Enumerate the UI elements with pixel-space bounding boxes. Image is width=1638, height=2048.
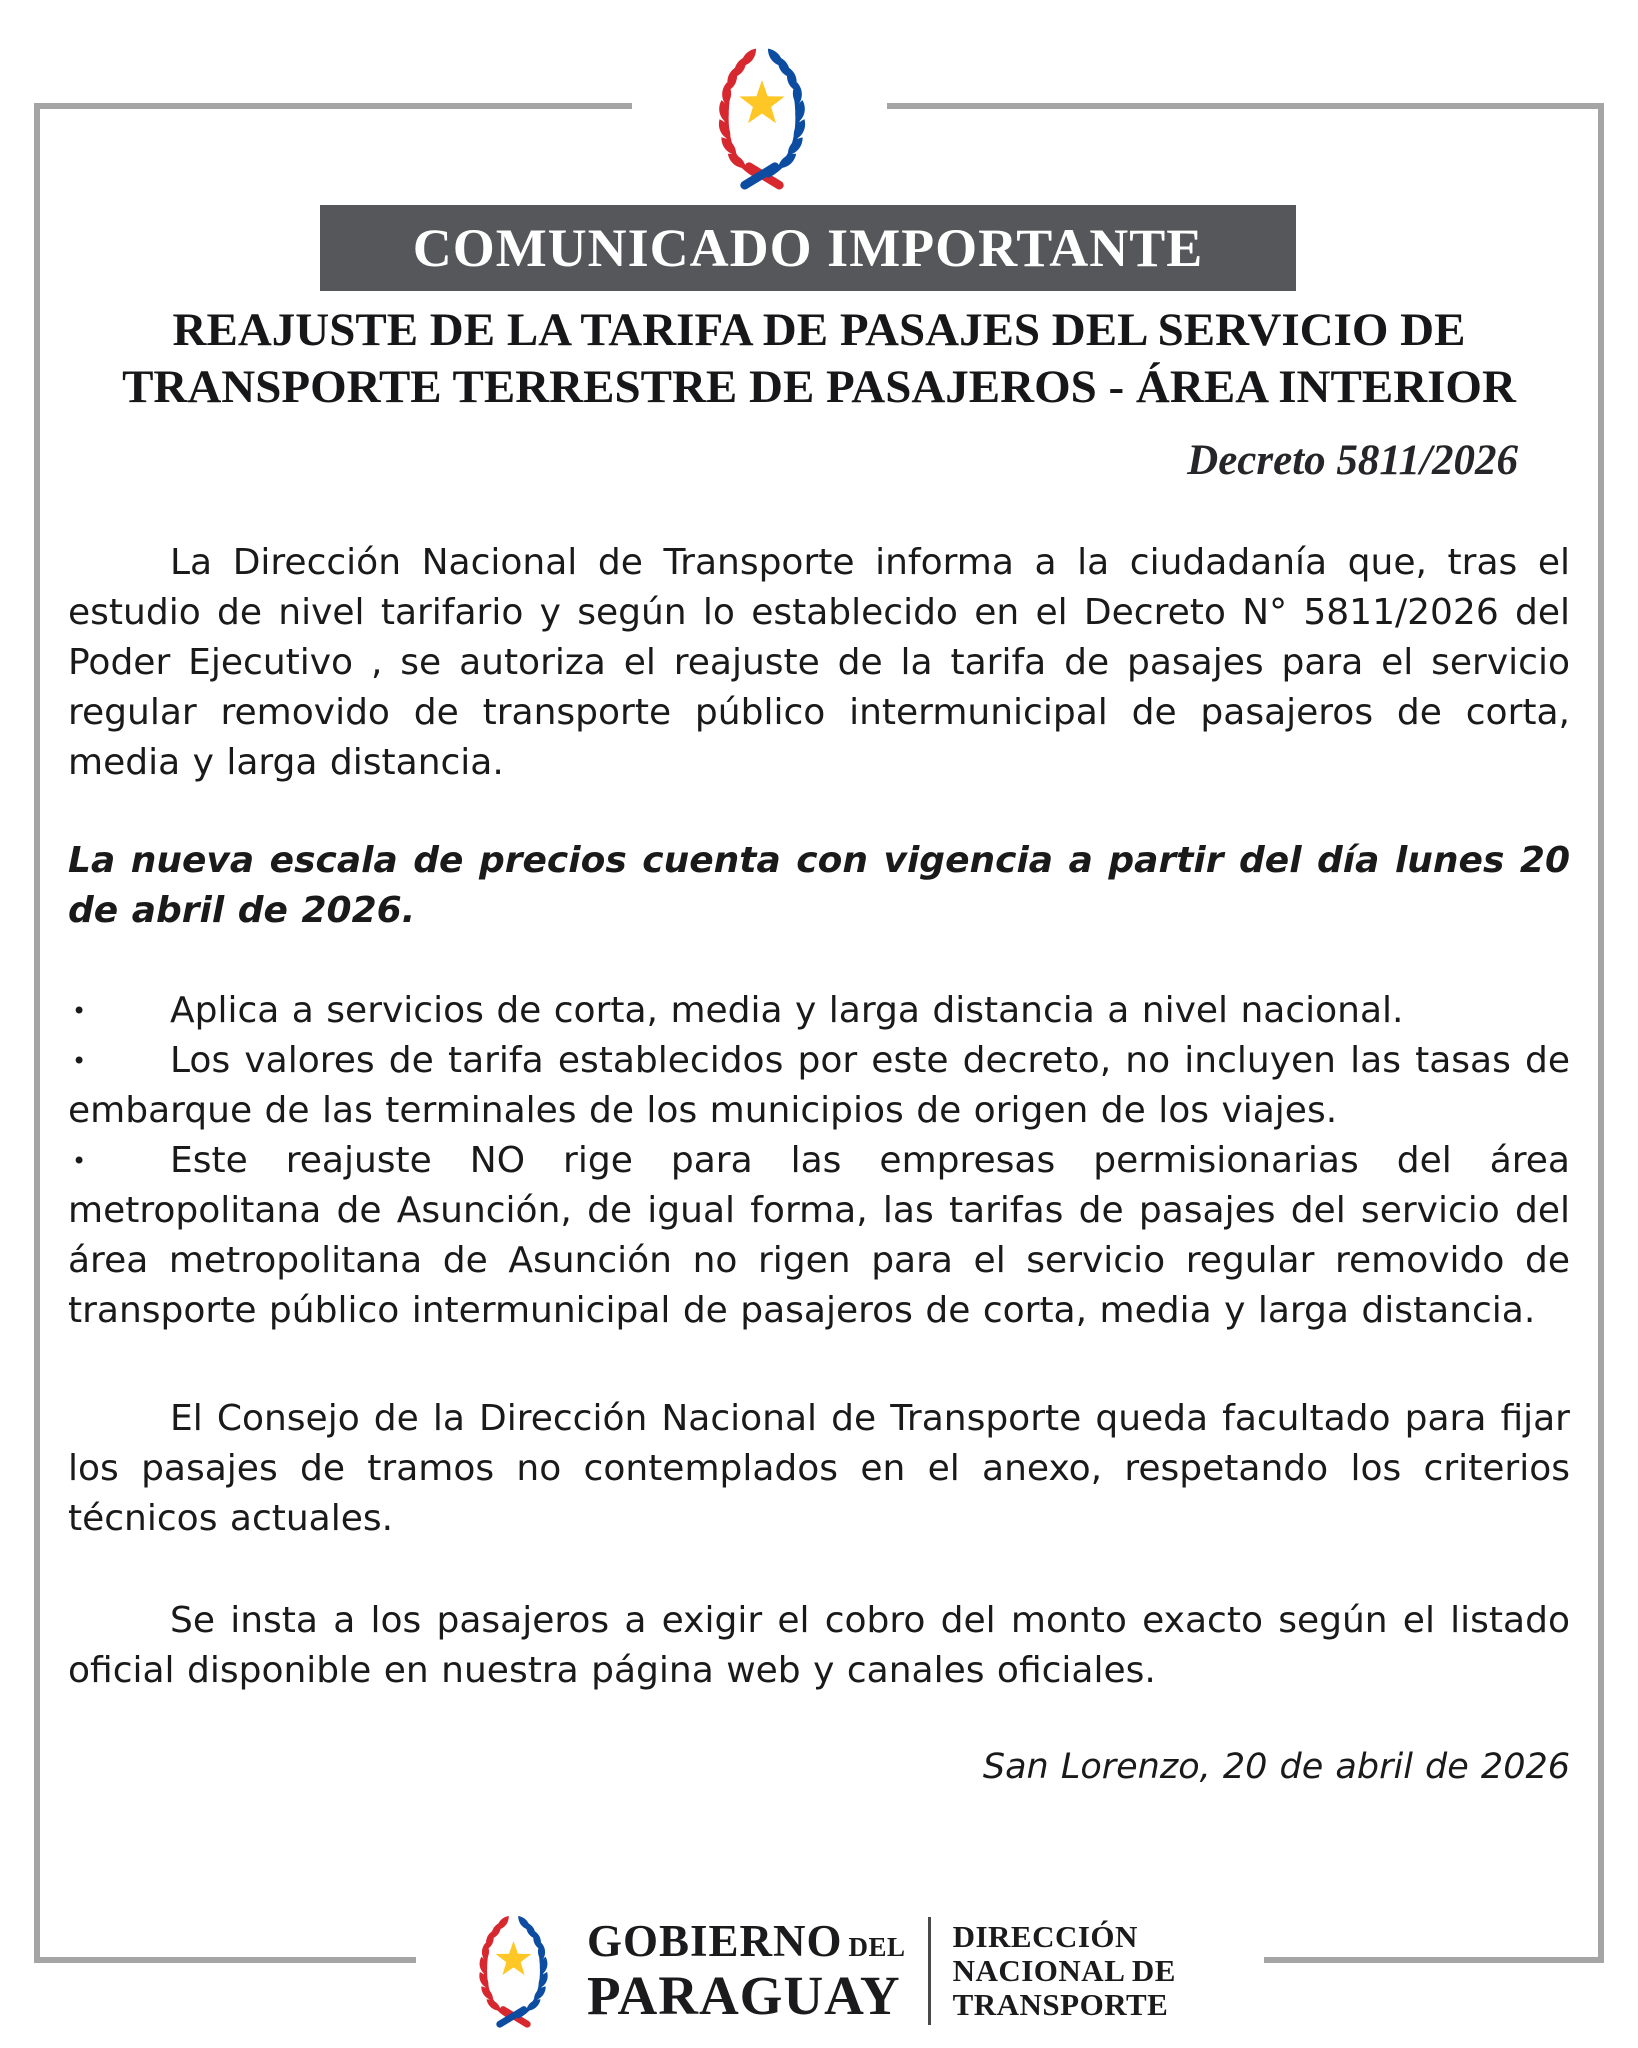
page-title-line2: TRANSPORTE TERRESTRE DE PASAJEROS - ÁREA INTERIOR: [122, 361, 1516, 413]
page-title: [40, 302, 1598, 416]
frame-border-right: [1598, 103, 1604, 1963]
paraguay-wreath-emblem-icon: [697, 42, 827, 194]
bullet-text-1: Aplica a servicios de corta, media y larga distancia a nivel nacional.: [170, 990, 1404, 1031]
bullet-text-2: Los valores de tarifa establecidos por este decreto, no incluyen las tasas de embarque de las terminales de los municipios de origen de los viajes.: [68, 1040, 1570, 1131]
agency-line3: TRANSPORTE: [952, 1987, 1169, 2022]
footer-divider: [928, 1917, 931, 2025]
agency-line2: NACIONAL DE: [952, 1953, 1176, 1988]
gov-word1: GOBIERNO: [587, 1916, 843, 1966]
frame-border-top-right: [887, 103, 1604, 109]
footer-wreath-emblem-icon: [462, 1911, 565, 2031]
date-line: San Lorenzo, 20 de abril de 2026: [982, 1747, 1570, 1787]
gov-connector: DEL: [848, 1932, 906, 1962]
bullet-item-2: [68, 1036, 1570, 1136]
decree-reference: Decreto 5811/2026: [1187, 437, 1518, 484]
frame-border-top-left: [34, 103, 632, 109]
bullet-dot: •: [72, 1047, 87, 1075]
agency-line1: DIRECCIÓN: [952, 1919, 1138, 1954]
bullet-text-3: Este reajuste NO rige para las empresas permisionarias del área metropolitana de Asunción, de igual forma, las tarifas de pasajes del servicio del área metropolitana de Asunción no rigen para el servicio regular removido de transporte público intermunicipal de pasajeros de corta, media y larga distancia.: [68, 1140, 1570, 1331]
bullet-item-3: [68, 1136, 1570, 1336]
bullet-dot: •: [72, 997, 87, 1025]
banner-text: COMUNICADO IMPORTANTE: [412, 218, 1204, 278]
paragraph-insta: Se insta a los pasajeros a exigir el cobro del monto exacto según el listado oficial disponible en nuestra página web y canales oficiales.: [68, 1600, 1570, 1691]
government-wordmark: [587, 1916, 906, 2026]
body-copy: [68, 538, 1570, 1792]
agency-wordmark: [953, 1920, 1176, 2022]
page-title-line1: REAJUSTE DE LA TARIFA DE PASAJES DEL SERVICIO DE: [172, 304, 1466, 356]
paragraph-consejo: El Consejo de la Dirección Nacional de Transporte queda facultado para fijar los pasajes de tramos no contemplados en el anexo, respetando los criterios técnicos actuales.: [68, 1398, 1570, 1539]
footer-logo: [0, 1896, 1638, 2046]
bullet-dot: •: [72, 1147, 87, 1175]
paragraph-intro: La Dirección Nacional de Transporte informa a la ciudadanía que, tras el estudio de nivel tarifario y según lo establecido en el Decreto N° 5811/2026 del Poder Ejecutivo , se autoriza el reajuste de la tarifa de pasajes para el servicio regular removido de transporte público intermunicipal de pasajeros de corta, media y larga distancia.: [68, 542, 1570, 783]
paragraph-vigencia: La nueva escala de precios cuenta con vigencia a partir del día lunes 20 de abril de 2026.: [68, 840, 1570, 931]
banner: [320, 205, 1296, 291]
gov-word2: PARAGUAY: [587, 1965, 901, 2026]
bullet-item-1: [68, 986, 1570, 1036]
